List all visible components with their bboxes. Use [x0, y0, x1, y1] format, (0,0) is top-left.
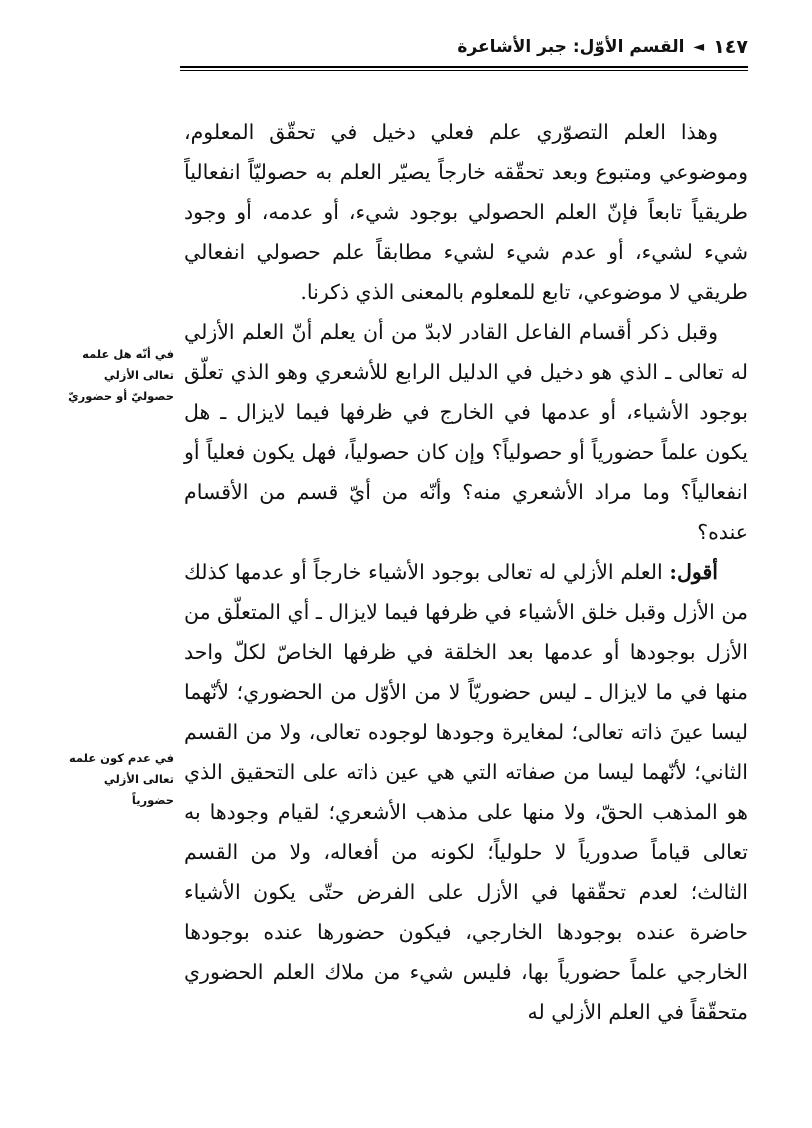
header-rule-thin — [180, 70, 748, 71]
paragraph: وهذا العلم التصوّري علم فعلي دخيل في تحقّق المعلوم، وموضوعي ومتبوع وبعد تحقّقه خارجاً يصيّر العلم به حصوليّاً انفعالياً طريقياً تابعاً فإنّ العلم الحصولي بوجود شيء، أو عدمه، أو وجود شيء لشيء، أو عدم شيء لشيء مطابقاً علم حصولي انفعالي طريقي لا موضوعي، تابع للمعلوم بالمعنى الذي ذكرنا. — [184, 120, 748, 304]
margin-note-line: في أنّه هل علمه — [82, 347, 174, 361]
margin-note — [56, 344, 174, 407]
aqulu-text: العلم الأزلي له تعالى بوجود الأشياء خارجاً أو عدمها كذلك من الأزل وقبل خلق الأشياء في ظرفها فيما لايزال ـ أي المتعلّق من الأزل بوجودها أو عدمها بعد الخلقة في ظرفها الخاصّ لكلّ واحد منها في ما لايزال ـ ليس حضوريّاً لا من الأوّل من الحضوري؛ لأنّهما ليسا عينَ ذاته تعالى؛ لمغايرة وجودها لوجوده تعالى، ولا من القسم الثاني؛ لأنّهما ليسا من صفاته التي هي عين ذاته على التحقيق الذي هو المذهب الحقّ، ولا منها على مذهب الأشعري؛ لقيام وجودها به تعالى قياماً صدورياً لا حلولياً؛ لكونه من أفعاله، ولا من القسم الثالث؛ لعدم تحقّقها في الأزل على الفرض حتّى يكون الأشياء حاضرة عنده بوجودها الخارجي، فيكون حضورها عنده بوجودها الخارجي علماً حضورياً بها، فليس شيء من ملاك العلم الحضوري متحقّقاً في العلم الأزلي له — [184, 560, 748, 1024]
margin-note-line: تعالى الأزلي — [103, 772, 174, 786]
header-title: القسم الأوّل: جبر الأشاعرة — [457, 37, 685, 57]
paragraph — [184, 552, 748, 1032]
margin-note-line: في عدم كون علمه — [68, 751, 174, 765]
header-rule — [180, 66, 748, 68]
page-number: ١٤٧ — [713, 36, 748, 58]
running-header — [180, 30, 748, 64]
margin-note — [56, 748, 174, 811]
margin-note-line: حصوليّ أو حضوريّ — [68, 389, 174, 403]
aqulu-label: أقول: — [669, 560, 718, 584]
paragraph: وقبل ذكر أقسام الفاعل القادر لابدّ من أن يعلم أنّ العلم الأزلي له تعالى ـ الذي هو دخيل في الدليل الرابع للأشعري وهو الذي تعلّق بوجود الأشياء، أو عدمها في الخارج في ظرفها فيما لايزال ـ هل يكون علماً حضورياً أو حصولياً؟ وإن كان حصولياً، فهل يكون فعلياً أو انفعالياً؟ وما مراد الأشعري منه؟ وأنّه من أيّ قسم من الأقسام عنده؟ — [184, 320, 748, 544]
main-text — [184, 112, 748, 1032]
margin-note-line: حضورياً — [131, 793, 174, 807]
margin-note-line: تعالى الأزلي — [103, 368, 174, 382]
left-pointer-icon: ◄ — [693, 39, 705, 55]
